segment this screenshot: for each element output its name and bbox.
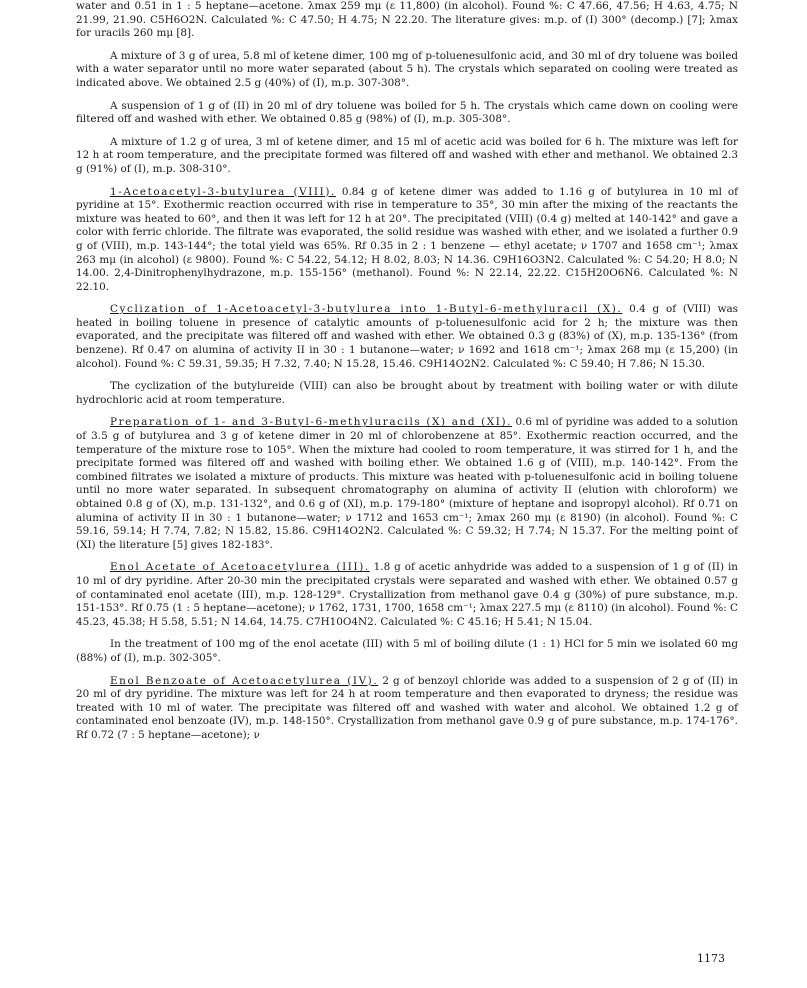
section-heading: Enol Benzoate of Acetoacetylurea (IV). <box>110 674 379 687</box>
section-heading: Enol Acetate of Acetoacetylurea (III). <box>110 561 370 574</box>
article-body <box>76 0 738 752</box>
paragraph-suspension: A suspension of 1 g of (II) in 20 ml of dry toluene was boiled for 5 h. The crystals which came down on cooling were filtered off and washed with ether. We obtained 0.85 g (98%) of (I), m.p. 305-308°. <box>76 99 738 126</box>
paragraph-hcl-treatment: In the treatment of 100 mg of the enol acetate (III) with 5 ml of boiling dilute (1 : 1) HCl for 5 min we isolated 60 mg (88%) of (I), m.p. 302-305°. <box>76 638 738 664</box>
section-text: 0.4 g of (VIII) was heated in boiling toluene in presence of catalytic amounts of p-toluenesulfonic acid for 2 h; the mixture was then evaporated, and the precipitate was filtered off and washed with ether. We obtained 0.3 g (83%) of (X), m.p. 135-136° (from benzene). Rf 0.47 on alumina of activity II in 30 : 1 butanone—water; ν 1692 and 1618 cm⁻¹; λmax 268 mμ (ε 15,200) (in alcohol). Found %: C 59.31, 59.35; H 7.32, 7.40; N 15.28, 15.46. C9H14O2N2. Calculated %: C 59.40; H 7.86; N 15.30. <box>76 303 739 370</box>
paragraph-acetic-acid: A mixture of 1.2 g of urea, 3 ml of ketene dimer, and 15 ml of acetic acid was boiled for 6 h. The mixture was left for 12 h at room temperature, and the precipitate formed was filtered off and washed with ether and methanol. We obtained 2.3 g (91%) of (I), m.p. 308-310°. <box>76 135 738 175</box>
section-text: 2 g of benzoyl chloride was added to a suspension of 2 g of (II) in 20 ml of dry pyridine. The mixture was left for 24 h at room temperature and then evaporated to dryness; the residue was treated with 10 ml of water. The precipitate was filtered off and washed with water and alcohol. We obtained 1.2 g of contaminated enol benzoate (IV), m.p. 148-150°. Crystallization from methanol gave 0.9 g of pure substance, m.p. 174-176°. Rf 0.72 (7 : 5 heptane—acetone); ν <box>76 674 739 741</box>
section-text: 0.6 ml of pyridine was added to a solution of 3.5 g of butylurea and 3 g of ketene dimer in 20 ml of chlorobenzene at 85°. Exothermic reaction occurred, and the temperature of the mixture rose to 105°. When the mixture had cooled to room temperature, it was stirred for 1 h, and the precipitate formed was filtered off and washed with boiling ether. We obtained 1.6 g of (VIII), m.p. 140-142°. From the combined filtrates we isolated a mixture of products. This mixture was heated with p-toluenesulfonic acid in boiling toluene until no more water separated. In subsequent chromatography on alumina of activity II (elution with chloroform) we obtained 0.8 g of (X), m.p. 131-132°, and 0.6 g of (XI), m.p. 179-180° (mixture of heptane and isopropyl alcohol). Rf 0.71 on alumina of activity II in 30 : 1 butanone—water; ν 1712 and 1653 cm⁻¹; λmax 260 mμ (ε 8190) (in alcohol). Found %: C 59.16, 59.14; H 7.74, 7.82; N 15.82, 15.86. C9H14O2N2. Calculated %: C 59.32; H 7.74; N 15.37. For the melting point of (XI) the literature [5] gives 182-183°. <box>76 416 738 551</box>
section-enol-benzoate <box>76 675 738 743</box>
section-heading: Preparation of 1- and 3-Butyl-6-methyluracils (X) and (XI). <box>110 416 513 429</box>
paragraph-urea-toluene: A mixture of 3 g of urea, 5.8 ml of ketene dimer, 100 mg of p-toluenesulfonic acid, and 30 ml of dry toluene was boiled with a water separator until no more water separated (about 5 h). The crystals which separated on cooling were treated as indicated above. We obtained 2.5 g (40%) of (I), m.p. 307-308°. <box>76 49 738 89</box>
paragraph-cyclization-note: The cyclization of the butylureide (VIII) can also be brought about by treatment with boiling water or with dilute hydrochloric acid at room temperature. <box>76 380 738 406</box>
section-text: 0.84 g of ketene dimer was added to 1.16 g of butylurea in 10 ml of pyridine at 15°. Exothermic reaction occurred with rise in temperature to 35°, 30 min after the mixing of the reactants the mixture was heated to 60°, and then it was left for 12 h at 20°. The precipitated (VIII) (0.4 g) melted at 140-142° and gave a color with ferric chloride. The filtrate was evaporated, the solid residue was washed with ether, and we isolated a further 0.9 g of (VIII), m.p. 143-144°; the total yield was 65%. Rf 0.35 in 2 : 1 benzene — ethyl acetate; ν 1707 and 1658 cm⁻¹; λmax 263 mμ (in alcohol) (ε 9800). Found %: C 54.22, 54.12; H 8.02, 8.03; N 14.36. C9H16O3N2. Calculated %: C 54.20; H 8.0; N 14.00. 2,4-Dinitrophenylhydrazone, m.p. 155-156° (methanol). Found %: N 22.14, 22.22. C15H20O6N6. Calculated %: N 22.10. <box>76 185 738 293</box>
paragraph-continuation: water and 0.51 in 1 : 5 heptane—acetone. λmax 259 mμ (ε 11,800) (in alcohol). Found %: C 47.66, 47.56; H 4.63, 4.75; N 21.99, 21.90. C5H6O2N. Calculated %: C 47.50; H 4.75; N 22.20. The literature gives: m.p. of (I) 300° (decomp.) [7]; λmax for uracils 260 mμ [8]. <box>76 0 738 40</box>
section-heading: 1-Acetoacetyl-3-butylurea (VIII). <box>110 185 336 198</box>
section-preparation-uracils <box>76 416 738 552</box>
section-cyclization <box>76 303 738 371</box>
section-text: 1.8 g of acetic anhydride was added to a suspension of 1 g of (II) in 10 ml of dry pyridine. After 20-30 min the precipitated crystals were separated and washed with ether. We obtained 0.57 g of contaminated enol acetate (III), m.p. 128-129°. Crystallization from methanol gave 0.4 g (30%) of pure substance, m.p. 151-153°. Rf 0.75 (1 : 5 heptane—acetone); ν 1762, 1731, 1700, 1658 cm⁻¹; λmax 227.5 mμ (ε 8110) (in alcohol). Found %: C 45.23, 45.38; H 5.58, 5.51; N 14.64, 14.75. C7H10O4N2. Calculated %: C 45.16; H 5.41; N 15.04. <box>76 561 738 628</box>
section-enol-acetate <box>76 561 738 629</box>
section-heading: Cyclization of 1-Acetoacetyl-3-butylurea into 1-Butyl-6-methyluracil (X). <box>110 303 623 316</box>
page-number: 1173 <box>697 952 725 965</box>
section-acetoacetyl-butylurea <box>76 186 738 295</box>
